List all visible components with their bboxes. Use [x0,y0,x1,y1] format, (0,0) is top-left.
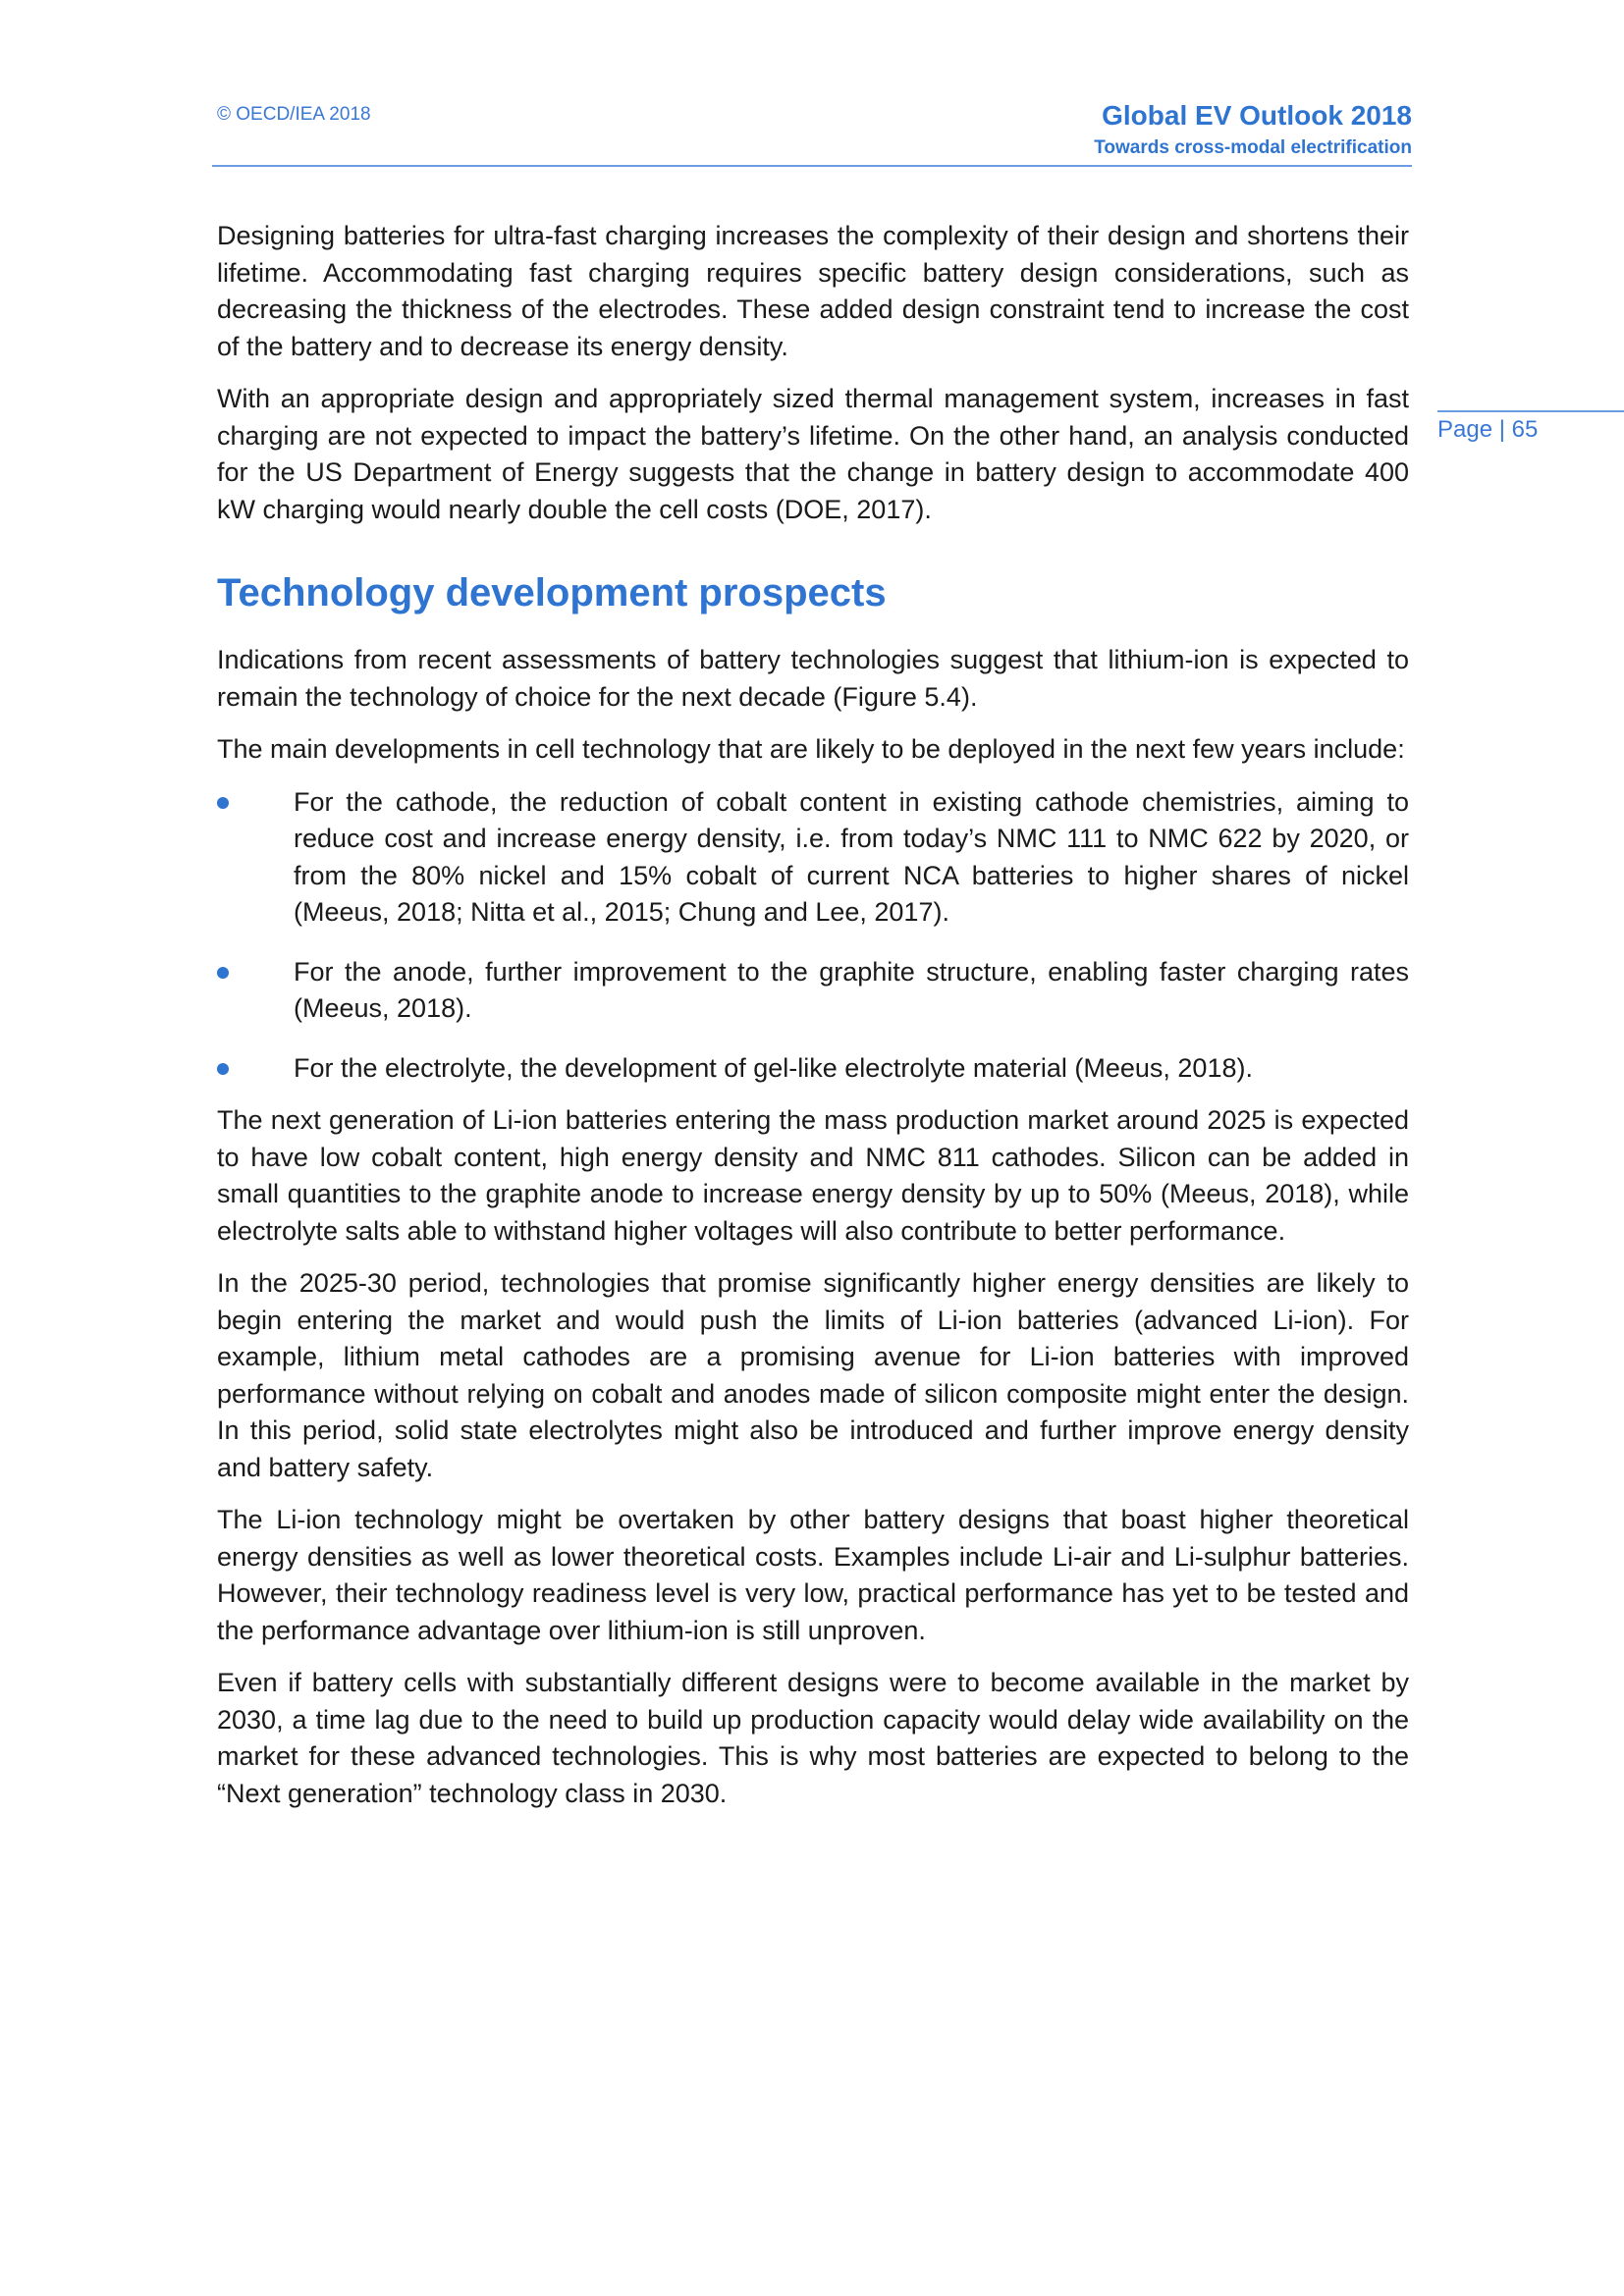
list-item-text: For the anode, further improvement to the graphite structure, enabling faster charging rates (Meeus, 2018). [294,956,1409,1023]
paragraph: The Li-ion technology might be overtaken by other battery designs that boast higher theoretical energy densities as well as lower theoretical costs. Examples include Li-air and Li-sulphur batteries. However, their technology readiness level is very low, practical performance has yet to be tested and the performance advantage over lithium-ion is still unproven. [217,1505,1409,1645]
list-item-text: For the cathode, the reduction of cobalt content in existing cathode chemistries, aiming to reduce cost and increase energy density, i.e. from today’s NMC 111 to NMC 622 by 2020, or from the 80% nickel and 15% cobalt of current NCA batteries to higher shares of nickel (Meeus, 2018; Nitta et al., 2015; Chung and Lee, 2017). [294,786,1409,927]
bullet-icon [217,1063,229,1075]
page-number-divider [1437,410,1624,412]
bullet-icon [217,967,229,979]
list-item [217,1050,1409,1088]
chapter-subtitle: Towards cross-modal electrification [1094,137,1412,158]
paragraph: The main developments in cell technology that are likely to be deployed in the next few years include: [217,734,1405,764]
bullet-icon [217,797,229,809]
section-heading: Technology development prospects [217,571,887,614]
paragraph: Designing batteries for ultra-fast charging increases the complexity of their design and shortens their lifetime. Accommodating fast charging requires specific battery design considerations, such as decreasing the thickness of the electrodes. These added design constraint tend to increase the cost of the battery and to decrease its energy density. [217,221,1409,361]
paragraph: Even if battery cells with substantially different designs were to become available in the market by 2030, a time lag due to the need to build up production capacity would delay wide availability on the market for these advanced technologies. This is why most batteries are expected to belong to the “Next generation” technology class in 2030. [217,1668,1409,1808]
list-item [217,954,1409,1028]
header-divider [212,165,1412,167]
running-header [1094,96,1412,161]
main-content [217,218,1409,1828]
list-item [217,784,1409,932]
paragraph: The next generation of Li-ion batteries entering the mass production market around 2025 is expected to have low cobalt content, high energy density and NMC 811 cathodes. Silicon can be added in small quantities to the graphite anode to increase energy density by up to 50% (Meeus, 2018), while electrolyte salts able to withstand higher voltages will also contribute to better performance. [217,1105,1409,1246]
report-title: Global EV Outlook 2018 [1102,100,1412,131]
paragraph: With an appropriate design and appropriately sized thermal management system, increases in fast charging are not expected to impact the battery’s lifetime. On the other hand, an analysis conducted for the US Department of Energy suggests that the change in battery design to accommodate 400 kW charging would nearly double the cell costs (DOE, 2017). [217,384,1409,524]
page-number: Page | 65 [1437,416,1539,443]
bullet-list [217,784,1409,1088]
paragraph: In the 2025-30 period, technologies that promise significantly higher energy densities are likely to begin entering the market and would push the limits of Li-ion batteries (advanced Li-ion). For example, lithium metal cathodes are a promising avenue for Li-ion batteries with improved performance without relying on cobalt and anodes made of silicon composite might enter the design. In this period, solid state electrolytes might also be introduced and further improve energy density and battery safety. [217,1268,1409,1482]
list-item-text: For the electrolyte, the development of gel-like electrolyte material (Meeus, 2018). [294,1052,1253,1083]
copyright-notice: © OECD/IEA 2018 [217,104,371,125]
paragraph: Indications from recent assessments of battery technologies suggest that lithium-ion is expected to remain the technology of choice for the next decade (Figure 5.4). [217,645,1409,712]
